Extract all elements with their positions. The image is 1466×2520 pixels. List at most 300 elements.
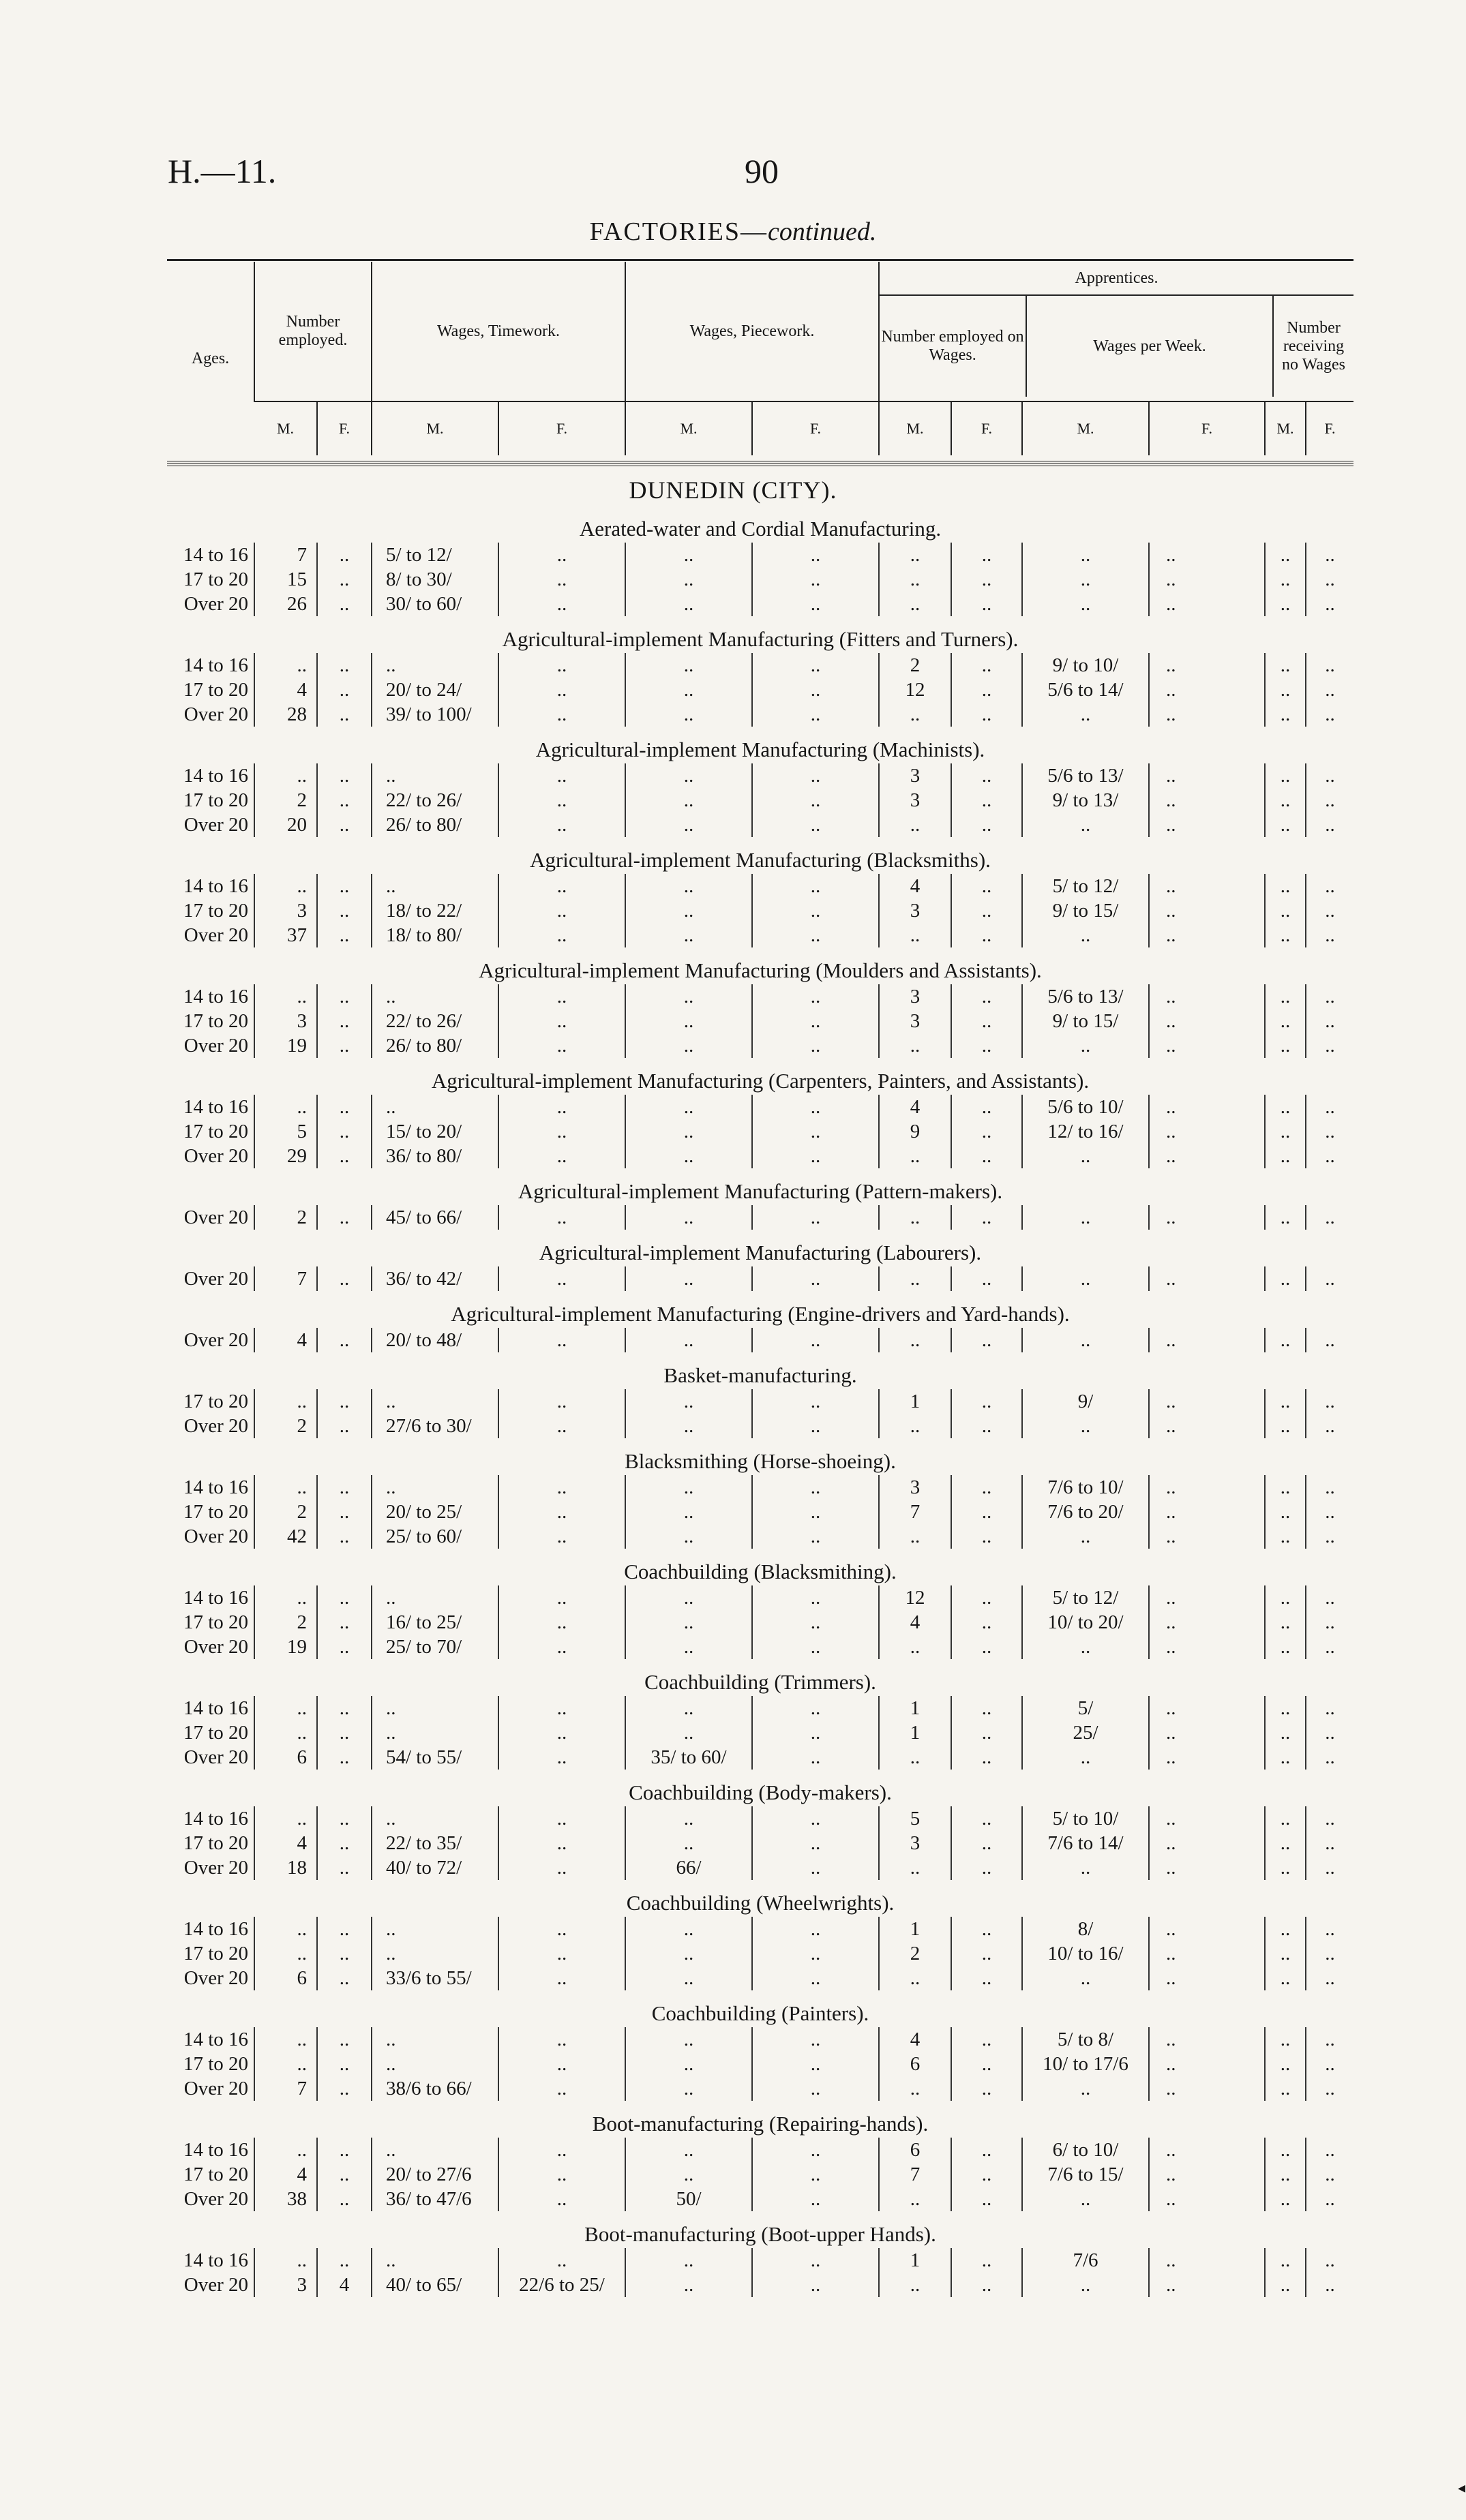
- value-cell: ..: [1306, 1941, 1353, 1966]
- value-cell: ..: [498, 1095, 625, 1119]
- age-cell: 14 to 16: [183, 1476, 248, 1498]
- value-cell: 22/6 to 25/: [498, 2273, 625, 2297]
- value-cell: 40/ to 72/: [372, 1855, 498, 1880]
- value-cell: 3: [879, 1475, 951, 1500]
- value-cell: ..: [317, 2138, 372, 2162]
- value-cell: ..: [1022, 567, 1149, 592]
- value-cell: 4: [879, 1610, 951, 1635]
- value-cell: ..: [879, 2187, 951, 2211]
- value-cell: 6: [254, 1966, 317, 1990]
- value-cell: ..: [1022, 1328, 1149, 1352]
- age-cell: 14 to 16: [183, 875, 248, 897]
- value-cell: ..: [1149, 653, 1265, 678]
- value-cell: ..: [317, 1266, 372, 1291]
- value-cell: ..: [317, 1500, 372, 1524]
- table-row: [167, 678, 1353, 702]
- value-cell: ..: [498, 1966, 625, 1990]
- table-row: [167, 1009, 1353, 1033]
- value-cell: ..: [625, 763, 752, 788]
- value-cell: ..: [752, 1966, 879, 1990]
- col-m: M.: [254, 401, 317, 455]
- value-cell: 7: [879, 2162, 951, 2187]
- value-cell: 5/ to 12/: [1022, 874, 1149, 898]
- value-cell: 3: [254, 1009, 317, 1033]
- value-cell: ..: [317, 1635, 372, 1659]
- value-cell: ..: [1149, 1696, 1265, 1720]
- value-cell: 10/ to 20/: [1022, 1610, 1149, 1635]
- value-cell: ..: [1265, 1033, 1306, 1058]
- value-cell: ..: [951, 984, 1022, 1009]
- age-cell: 17 to 20: [183, 2052, 248, 2075]
- value-cell: ..: [1306, 763, 1353, 788]
- value-cell: ..: [317, 567, 372, 592]
- value-cell: ..: [1022, 923, 1149, 947]
- value-cell: ..: [317, 1119, 372, 1144]
- value-cell: ..: [317, 2052, 372, 2076]
- value-cell: ..: [254, 653, 317, 678]
- value-cell: ..: [625, 923, 752, 947]
- value-cell: ..: [498, 1524, 625, 1549]
- value-cell: ..: [372, 1696, 498, 1720]
- value-cell: ..: [1306, 1806, 1353, 1831]
- value-cell: ..: [1306, 1635, 1353, 1659]
- value-cell: 4: [879, 1095, 951, 1119]
- data-sections: [167, 515, 1353, 2297]
- section-title: Aerated-water and Cordial Manufacturing.: [579, 517, 942, 541]
- value-cell: ..: [879, 1205, 951, 1230]
- value-cell: ..: [372, 1095, 498, 1119]
- value-cell: 12/ to 16/: [1022, 1119, 1149, 1144]
- value-cell: ..: [498, 1610, 625, 1635]
- value-cell: 26/ to 80/: [372, 1033, 498, 1058]
- value-cell: ..: [317, 1585, 372, 1610]
- value-cell: ..: [317, 1941, 372, 1966]
- value-cell: ..: [752, 1475, 879, 1500]
- age-cell: 14 to 16: [183, 1917, 248, 1940]
- age-cell: 14 to 16: [183, 2138, 248, 2161]
- value-cell: 16/ to 25/: [372, 1610, 498, 1635]
- value-cell: ..: [1149, 567, 1265, 592]
- value-cell: ..: [1306, 1119, 1353, 1144]
- table-row: [167, 1144, 1353, 1168]
- value-cell: ..: [1265, 1009, 1306, 1033]
- value-cell: ..: [498, 1205, 625, 1230]
- age-cell: 17 to 20: [183, 899, 248, 922]
- value-cell: ..: [879, 813, 951, 837]
- col-apprentices: Apprentices.: [880, 262, 1353, 296]
- value-cell: ..: [951, 1009, 1022, 1033]
- value-cell: ..: [752, 1806, 879, 1831]
- section-table: [167, 1266, 1353, 1291]
- value-cell: 36/ to 80/: [372, 1144, 498, 1168]
- value-cell: ..: [498, 1328, 625, 1352]
- section-title: Agricultural-implement Manufacturing (Carpenters, Painters, and Assistants).: [431, 1069, 1090, 1093]
- value-cell: 3: [879, 1009, 951, 1033]
- value-cell: ..: [879, 1414, 951, 1438]
- section-title: Coachbuilding (Wheelwrights).: [626, 1891, 895, 1915]
- value-cell: 50/: [625, 2187, 752, 2211]
- value-cell: ..: [317, 1524, 372, 1549]
- value-cell: ..: [317, 1033, 372, 1058]
- value-cell: ..: [498, 1806, 625, 1831]
- value-cell: 7: [254, 1266, 317, 1291]
- value-cell: ..: [625, 2248, 752, 2273]
- value-cell: ..: [1149, 2273, 1265, 2297]
- page-title: FACTORIES—continued.: [589, 217, 877, 246]
- section-title: Boot-manufacturing (Boot-upper Hands).: [584, 2222, 936, 2246]
- value-cell: 5/6 to 13/: [1022, 984, 1149, 1009]
- value-cell: ..: [1149, 1966, 1265, 1990]
- value-cell: 38: [254, 2187, 317, 2211]
- value-cell: ..: [1265, 1610, 1306, 1635]
- value-cell: ..: [625, 567, 752, 592]
- value-cell: ..: [317, 1720, 372, 1745]
- value-cell: ..: [752, 567, 879, 592]
- age-cell: Over 20: [183, 1525, 248, 1547]
- value-cell: ..: [951, 1806, 1022, 1831]
- section-table: [167, 874, 1353, 947]
- table-row: [167, 1720, 1353, 1745]
- table-row: [167, 763, 1353, 788]
- value-cell: ..: [752, 678, 879, 702]
- value-cell: ..: [372, 1806, 498, 1831]
- value-cell: ..: [254, 1475, 317, 1500]
- value-cell: ..: [1306, 788, 1353, 813]
- value-cell: ..: [1306, 1696, 1353, 1720]
- age-cell: 17 to 20: [183, 1009, 248, 1032]
- section-title: Boot-manufacturing (Repairing-hands).: [592, 2112, 929, 2136]
- value-cell: ..: [951, 923, 1022, 947]
- value-cell: 40/ to 65/: [372, 2273, 498, 2297]
- section-table: [167, 2027, 1353, 2101]
- value-cell: ..: [498, 1941, 625, 1966]
- age-cell: Over 20: [183, 1144, 248, 1167]
- table-row: [167, 2273, 1353, 2297]
- value-cell: 29: [254, 1144, 317, 1168]
- value-cell: 33/6 to 55/: [372, 1966, 498, 1990]
- table-row: [167, 1033, 1353, 1058]
- value-cell: ..: [879, 702, 951, 727]
- age-cell: Over 20: [183, 2077, 248, 2099]
- value-cell: ..: [372, 2052, 498, 2076]
- value-cell: ..: [1149, 1119, 1265, 1144]
- value-cell: ..: [1265, 1720, 1306, 1745]
- value-cell: ..: [498, 2162, 625, 2187]
- value-cell: ..: [1149, 2052, 1265, 2076]
- table-row: [167, 1500, 1353, 1524]
- age-cell: 14 to 16: [183, 2249, 248, 2271]
- value-cell: 10/ to 17/6: [1022, 2052, 1149, 2076]
- value-cell: ..: [254, 1585, 317, 1610]
- value-cell: ..: [951, 1205, 1022, 1230]
- value-cell: ..: [752, 813, 879, 837]
- value-cell: 7/6 to 14/: [1022, 1831, 1149, 1855]
- col-app-number-employed: Number employed on Wages.: [881, 328, 1024, 364]
- table-row: [167, 1328, 1353, 1352]
- col-m: M.: [1265, 401, 1306, 455]
- value-cell: 9/ to 10/: [1022, 653, 1149, 678]
- value-cell: ..: [498, 1720, 625, 1745]
- table-row: [167, 543, 1353, 567]
- value-cell: ..: [317, 1205, 372, 1230]
- value-cell: 7/6 to 20/: [1022, 1500, 1149, 1524]
- table-row: [167, 898, 1353, 923]
- value-cell: ..: [317, 592, 372, 616]
- value-cell: ..: [1265, 898, 1306, 923]
- age-cell: Over 20: [183, 2273, 248, 2296]
- value-cell: ..: [1265, 1806, 1306, 1831]
- value-cell: ..: [1149, 1033, 1265, 1058]
- value-cell: ..: [951, 1389, 1022, 1414]
- value-cell: ..: [1306, 1500, 1353, 1524]
- col-f: F.: [317, 401, 372, 455]
- value-cell: ..: [951, 678, 1022, 702]
- value-cell: 38/6 to 66/: [372, 2076, 498, 2101]
- value-cell: ..: [1149, 1095, 1265, 1119]
- value-cell: ..: [1265, 2162, 1306, 2187]
- value-cell: ..: [317, 898, 372, 923]
- value-cell: ..: [625, 1831, 752, 1855]
- age-cell: Over 20: [183, 703, 248, 725]
- value-cell: ..: [1265, 543, 1306, 567]
- value-cell: ..: [951, 763, 1022, 788]
- value-cell: ..: [625, 1806, 752, 1831]
- section-title: Coachbuilding (Blacksmithing).: [624, 1560, 897, 1583]
- col-f: F.: [1306, 401, 1353, 455]
- value-cell: ..: [1265, 1095, 1306, 1119]
- value-cell: ..: [1022, 1966, 1149, 1990]
- value-cell: 12: [879, 1585, 951, 1610]
- value-cell: ..: [625, 1917, 752, 1941]
- table-row: [167, 702, 1353, 727]
- value-cell: ..: [1306, 813, 1353, 837]
- section-table: [167, 1806, 1353, 1880]
- value-cell: ..: [951, 543, 1022, 567]
- value-cell: ..: [317, 2162, 372, 2187]
- value-cell: ..: [317, 1328, 372, 1352]
- value-cell: ..: [498, 813, 625, 837]
- value-cell: 7: [254, 543, 317, 567]
- value-cell: ..: [372, 1720, 498, 1745]
- value-cell: ..: [254, 874, 317, 898]
- value-cell: ..: [1306, 1966, 1353, 1990]
- table-row: [167, 1585, 1353, 1610]
- value-cell: ..: [1022, 1266, 1149, 1291]
- value-cell: ..: [1306, 1855, 1353, 1880]
- value-cell: ..: [752, 1389, 879, 1414]
- section-table: [167, 1917, 1353, 1990]
- value-cell: 18/ to 80/: [372, 923, 498, 947]
- value-cell: 30/ to 60/: [372, 592, 498, 616]
- value-cell: ..: [1149, 543, 1265, 567]
- value-cell: ..: [625, 1414, 752, 1438]
- col-app-wages-per-week: Wages per Week.: [1026, 296, 1273, 397]
- value-cell: 25/ to 70/: [372, 1635, 498, 1659]
- value-cell: ..: [498, 763, 625, 788]
- value-cell: ..: [625, 678, 752, 702]
- age-cell: 14 to 16: [183, 1697, 248, 1719]
- value-cell: ..: [625, 984, 752, 1009]
- value-cell: 5/6 to 13/: [1022, 763, 1149, 788]
- value-cell: ..: [625, 1941, 752, 1966]
- value-cell: ..: [951, 1855, 1022, 1880]
- value-cell: ..: [317, 2248, 372, 2273]
- value-cell: ..: [951, 1414, 1022, 1438]
- col-wages-timework: Wages, Timework.: [372, 262, 625, 401]
- table-row: [167, 1119, 1353, 1144]
- value-cell: 2: [254, 1610, 317, 1635]
- value-cell: ..: [498, 1696, 625, 1720]
- table-row: [167, 1855, 1353, 1880]
- value-cell: ..: [752, 1917, 879, 1941]
- age-cell: 14 to 16: [183, 2028, 248, 2050]
- value-cell: ..: [498, 1009, 625, 1033]
- value-cell: ..: [1265, 874, 1306, 898]
- value-cell: ..: [951, 1831, 1022, 1855]
- value-cell: 20/ to 24/: [372, 678, 498, 702]
- value-cell: 27/6 to 30/: [372, 1414, 498, 1438]
- value-cell: ..: [1265, 1941, 1306, 1966]
- value-cell: 9/: [1022, 1389, 1149, 1414]
- value-cell: ..: [625, 874, 752, 898]
- value-cell: ..: [625, 1389, 752, 1414]
- table-row: [167, 1635, 1353, 1659]
- value-cell: ..: [879, 923, 951, 947]
- value-cell: ..: [317, 1009, 372, 1033]
- value-cell: ..: [1149, 1266, 1265, 1291]
- value-cell: 22/ to 26/: [372, 788, 498, 813]
- value-cell: 35/ to 60/: [625, 1745, 752, 1770]
- age-cell: 14 to 16: [183, 543, 248, 566]
- value-cell: 22/ to 35/: [372, 1831, 498, 1855]
- value-cell: ..: [951, 1500, 1022, 1524]
- value-cell: ..: [1265, 1585, 1306, 1610]
- value-cell: ..: [317, 763, 372, 788]
- value-cell: ..: [1265, 2273, 1306, 2297]
- value-cell: ..: [625, 1585, 752, 1610]
- value-cell: 2: [879, 1941, 951, 1966]
- value-cell: ..: [625, 1009, 752, 1033]
- col-f: F.: [752, 401, 879, 455]
- value-cell: ..: [372, 1585, 498, 1610]
- value-cell: 36/ to 42/: [372, 1266, 498, 1291]
- value-cell: ..: [498, 678, 625, 702]
- section-title: Coachbuilding (Trimmers).: [644, 1670, 876, 1694]
- value-cell: ..: [951, 1745, 1022, 1770]
- value-cell: ..: [951, 2187, 1022, 2211]
- value-cell: 9: [879, 1119, 951, 1144]
- value-cell: ..: [752, 1831, 879, 1855]
- value-cell: ..: [1149, 592, 1265, 616]
- value-cell: ..: [625, 1524, 752, 1549]
- value-cell: 19: [254, 1635, 317, 1659]
- age-cell: Over 20: [183, 1034, 248, 1057]
- section-title: Coachbuilding (Body-makers).: [629, 1780, 892, 1804]
- value-cell: ..: [1149, 1635, 1265, 1659]
- value-cell: ..: [625, 592, 752, 616]
- value-cell: ..: [1149, 1585, 1265, 1610]
- age-cell: 14 to 16: [183, 654, 248, 676]
- value-cell: ..: [625, 2273, 752, 2297]
- value-cell: ..: [254, 1917, 317, 1941]
- table-row: [167, 1389, 1353, 1414]
- value-cell: ..: [1306, 2248, 1353, 2273]
- value-cell: ..: [879, 1144, 951, 1168]
- age-cell: 17 to 20: [183, 789, 248, 811]
- value-cell: ..: [1022, 1635, 1149, 1659]
- value-cell: ..: [1022, 2187, 1149, 2211]
- value-cell: ..: [1149, 1831, 1265, 1855]
- age-cell: Over 20: [183, 1206, 248, 1228]
- value-cell: ..: [1265, 592, 1306, 616]
- value-cell: ..: [1265, 1635, 1306, 1659]
- value-cell: ..: [1022, 1855, 1149, 1880]
- table-row: [167, 1966, 1353, 1990]
- section-title: Coachbuilding (Painters).: [651, 2001, 869, 2025]
- section-title: Blacksmithing (Horse-shoeing).: [625, 1449, 896, 1473]
- value-cell: 4: [317, 2273, 372, 2297]
- table-row: [167, 1266, 1353, 1291]
- value-cell: ..: [752, 1635, 879, 1659]
- value-cell: ..: [1265, 2248, 1306, 2273]
- value-cell: ..: [951, 1635, 1022, 1659]
- col-m: M.: [625, 401, 752, 455]
- value-cell: ..: [752, 1144, 879, 1168]
- value-cell: ..: [752, 2027, 879, 2052]
- table-row: [167, 1806, 1353, 1831]
- value-cell: ..: [498, 1266, 625, 1291]
- value-cell: ..: [1306, 2052, 1353, 2076]
- value-cell: 66/: [625, 1855, 752, 1880]
- value-cell: ..: [317, 2076, 372, 2101]
- value-cell: ..: [951, 1119, 1022, 1144]
- value-cell: 5/ to 10/: [1022, 1806, 1149, 1831]
- age-cell: Over 20: [183, 1635, 248, 1658]
- age-cell: 17 to 20: [183, 568, 248, 590]
- value-cell: ..: [254, 763, 317, 788]
- value-cell: ..: [1265, 2052, 1306, 2076]
- value-cell: ..: [1306, 1745, 1353, 1770]
- section-table: [167, 984, 1353, 1058]
- value-cell: ..: [1149, 2076, 1265, 2101]
- value-cell: ..: [1265, 1144, 1306, 1168]
- value-cell: ..: [1306, 1266, 1353, 1291]
- table-row: [167, 813, 1353, 837]
- value-cell: ..: [1265, 1205, 1306, 1230]
- value-cell: ..: [1149, 1610, 1265, 1635]
- value-cell: 4: [254, 678, 317, 702]
- value-cell: ..: [951, 1328, 1022, 1352]
- col-f: F.: [498, 401, 625, 455]
- value-cell: ..: [1306, 678, 1353, 702]
- value-cell: ..: [317, 1095, 372, 1119]
- section-table: [167, 1475, 1353, 1549]
- value-cell: ..: [1265, 2076, 1306, 2101]
- value-cell: ..: [1149, 813, 1265, 837]
- value-cell: ..: [1306, 1585, 1353, 1610]
- value-cell: ..: [1265, 1414, 1306, 1438]
- value-cell: 4: [254, 2162, 317, 2187]
- value-cell: ..: [498, 1144, 625, 1168]
- value-cell: ..: [1149, 1855, 1265, 1880]
- value-cell: ..: [951, 2138, 1022, 2162]
- value-cell: ..: [498, 1389, 625, 1414]
- value-cell: ..: [498, 788, 625, 813]
- value-cell: ..: [951, 1475, 1022, 1500]
- value-cell: ..: [498, 1500, 625, 1524]
- value-cell: ..: [951, 1966, 1022, 1990]
- value-cell: ..: [1265, 1745, 1306, 1770]
